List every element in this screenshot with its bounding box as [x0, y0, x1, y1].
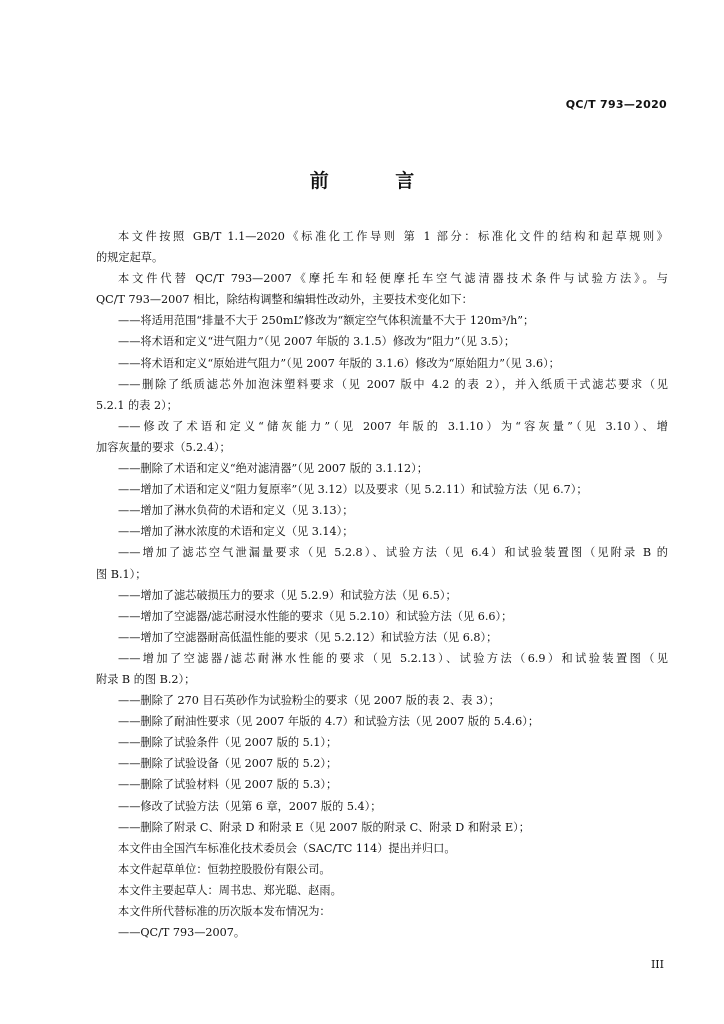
- history-item: ——QC/T 793—2007。: [118, 926, 246, 940]
- change-item: ——删除了纸质滤芯外加泡沫塑料要求（见 2007 版中 4.2 的表 2），并入纸质干式滤芯要求（见: [118, 377, 668, 391]
- change-item: ——删除了术语和定义“绝对滤清器”（见 2007 版的 3.1.12）；: [118, 462, 428, 476]
- change-item: ——将术语和定义“进气阻力”（见 2007 年版的 3.1.5）修改为“阻力”（见 3.5）；: [118, 335, 516, 349]
- change-item-cont: 加容灰量的要求（5.2.4）；: [96, 440, 231, 454]
- paragraph-drafters: 本文件主要起草人：周书忠、郑光聪、赵雨。: [118, 883, 342, 897]
- change-item: ——增加了滤芯空气泄漏量要求（见 5.2.8）、试验方法（见 6.4）和试验装置图（见附录 B 的: [118, 546, 668, 560]
- paragraph-proposer: 本文件由全国汽车标准化技术委员会（SAC/TC 114）提出并归口。: [118, 841, 456, 855]
- change-item: ——删除了附录 C、附录 D 和附录 E（见 2007 版的附录 C、附录 D 和附录 E）；: [118, 820, 530, 834]
- paragraph-drafting-rules: 本文件按照 GB/T 1.1—2020《标准化工作导则 第 1 部分：标准化文件的结构和起草规则》: [118, 230, 668, 243]
- paragraph-replacement-cont: QC/T 793—2007 相比，除结构调整和编辑性改动外，主要技术变化如下：: [96, 293, 473, 307]
- change-item-cont: 5.2.1 的表 2）；: [96, 398, 178, 412]
- change-item: ——删除了试验材料（见 2007 版的 5.3）；: [118, 778, 338, 792]
- change-item: ——增加了淋水浓度的术语和定义（见 3.14）；: [118, 525, 354, 539]
- change-item: ——增加了空滤器/滤芯耐淋水性能的要求（见 5.2.13）、试验方法（6.9）和试验装置图（见: [118, 651, 668, 665]
- change-item: ——增加了滤芯破损压力的要求（见 5.2.9）和试验方法（见 6.5）；: [118, 588, 457, 602]
- change-item: ——修改了试验方法（见第 6 章，2007 版的 5.4）；: [118, 799, 382, 813]
- standard-code: QC/T 793—2020: [565, 98, 667, 111]
- change-item: ——增加了淋水负荷的术语和定义（见 3.13）；: [118, 504, 354, 518]
- change-item: ——增加了空滤器/滤芯耐浸水性能的要求（见 5.2.10）和试验方法（见 6.6）；: [118, 609, 513, 623]
- change-item: ——修改了术语和定义“储灰能力”（见 2007 年版的 3.1.10）为“容灰量”（见 3.10）、增: [118, 419, 668, 433]
- page-number: III: [650, 958, 664, 971]
- change-item: ——增加了空滤器耐高低温性能的要求（见 5.2.12）和试验方法（见 6.8）；: [118, 630, 498, 644]
- paragraph-drafting-rules-cont: 的规定起草。: [96, 251, 164, 265]
- change-item: ——删除了试验设备（见 2007 版的 5.2）；: [118, 757, 338, 771]
- change-item-cont: 附录 B 的图 B.2）；: [96, 672, 196, 686]
- paragraph-drafting-unit: 本文件起草单位：恒勃控股股份有限公司。: [118, 862, 331, 876]
- change-item-cont: 图 B.1）；: [96, 567, 147, 581]
- page-title: 前 言: [309, 170, 445, 192]
- change-item: ——删除了试验条件（见 2007 版的 5.1）；: [118, 736, 338, 750]
- change-item: ——将适用范围“排量不大于 250mL”修改为“额定空气体积流量不大于 120m³/h”；: [118, 314, 535, 328]
- foreword-body: [96, 226, 668, 943]
- change-item: ——删除了耐油性要求（见 2007 年版的 4.7）和试验方法（见 2007 版的 5.4.6）；: [118, 715, 540, 729]
- change-item: ——删除了 270 目石英砂作为试验粉尘的要求（见 2007 版的表 2、表 3）；: [118, 694, 500, 708]
- paragraph-replacement: 本文件代替 QC/T 793—2007《摩托车和轻便摩托车空气滤清器技术条件与试验方法》。与: [118, 272, 668, 286]
- change-item: ——增加了术语和定义“阻力复原率”（见 3.12）以及要求（见 5.2.11）和试验方法（见 6.7）；: [118, 483, 588, 497]
- change-item: ——将术语和定义“原始进气阻力”（见 2007 年版的 3.1.6）修改为“原始阻力”（见 3.6）；: [118, 356, 560, 370]
- paragraph-version-history: 本文件所代替标准的历次版本发布情况为：: [118, 905, 331, 918]
